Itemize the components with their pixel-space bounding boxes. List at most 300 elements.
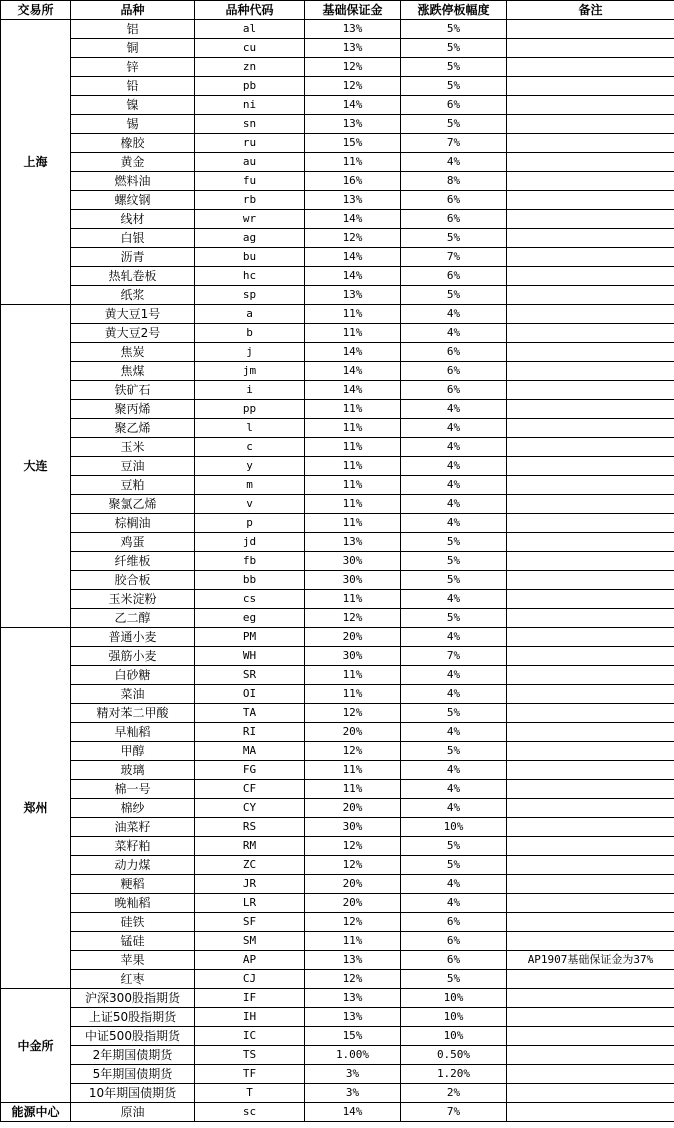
table-row	[1, 476, 674, 495]
remark-cell	[507, 609, 674, 628]
remark-cell	[507, 932, 674, 951]
margin-cell: 20%	[305, 894, 401, 913]
price-limit-cell: 5%	[401, 286, 507, 305]
code-cell: ru	[195, 134, 305, 153]
remark-cell	[507, 286, 674, 305]
margin-cell: 11%	[305, 761, 401, 780]
code-cell: PM	[195, 628, 305, 647]
product-cell: 油菜籽	[71, 818, 195, 837]
product-cell: 晚籼稻	[71, 894, 195, 913]
code-cell: WH	[195, 647, 305, 666]
code-cell: j	[195, 343, 305, 362]
table-row	[1, 286, 674, 305]
exchange-cell: 能源中心	[1, 1103, 71, 1122]
remark-cell	[507, 343, 674, 362]
product-cell: 锌	[71, 58, 195, 77]
code-cell: MA	[195, 742, 305, 761]
remark-cell	[507, 894, 674, 913]
remark-cell	[507, 723, 674, 742]
table-row	[1, 1103, 674, 1122]
remark-cell: AP1907基础保证金为37%	[507, 951, 674, 970]
code-cell: fu	[195, 172, 305, 191]
exchange-cell: 上海	[1, 20, 71, 305]
product-cell: 乙二醇	[71, 609, 195, 628]
remark-cell	[507, 210, 674, 229]
table-row	[1, 913, 674, 932]
table-row	[1, 400, 674, 419]
margin-cell: 11%	[305, 153, 401, 172]
code-cell: RM	[195, 837, 305, 856]
code-cell: SF	[195, 913, 305, 932]
code-cell: p	[195, 514, 305, 533]
margin-cell: 20%	[305, 799, 401, 818]
remark-cell	[507, 305, 674, 324]
code-cell: a	[195, 305, 305, 324]
margin-cell: 20%	[305, 875, 401, 894]
price-limit-cell: 4%	[401, 400, 507, 419]
product-cell: 红枣	[71, 970, 195, 989]
remark-cell	[507, 20, 674, 39]
code-cell: cu	[195, 39, 305, 58]
margin-cell: 11%	[305, 476, 401, 495]
margin-cell: 14%	[305, 96, 401, 115]
margin-cell: 12%	[305, 970, 401, 989]
price-limit-cell: 5%	[401, 533, 507, 552]
product-cell: 沥青	[71, 248, 195, 267]
margin-cell: 30%	[305, 818, 401, 837]
product-cell: 菜油	[71, 685, 195, 704]
code-cell: T	[195, 1084, 305, 1103]
price-limit-cell: 0.50%	[401, 1046, 507, 1065]
margin-cell: 13%	[305, 191, 401, 210]
code-cell: SR	[195, 666, 305, 685]
code-cell: zn	[195, 58, 305, 77]
code-cell: i	[195, 381, 305, 400]
product-cell: 白砂糖	[71, 666, 195, 685]
code-cell: l	[195, 419, 305, 438]
price-limit-cell: 6%	[401, 932, 507, 951]
price-limit-cell: 5%	[401, 742, 507, 761]
price-limit-cell: 7%	[401, 1103, 507, 1122]
margin-cell: 11%	[305, 514, 401, 533]
table-row	[1, 1008, 674, 1027]
code-cell: RI	[195, 723, 305, 742]
margin-cell: 13%	[305, 286, 401, 305]
code-cell: cs	[195, 590, 305, 609]
table-row	[1, 666, 674, 685]
product-cell: 精对苯二甲酸	[71, 704, 195, 723]
margin-cell: 12%	[305, 609, 401, 628]
remark-cell	[507, 476, 674, 495]
code-cell: bb	[195, 571, 305, 590]
remark-cell	[507, 989, 674, 1008]
product-cell: 沪深300股指期货	[71, 989, 195, 1008]
margin-cell: 11%	[305, 305, 401, 324]
table-row	[1, 818, 674, 837]
product-cell: 胶合板	[71, 571, 195, 590]
code-cell: au	[195, 153, 305, 172]
price-limit-cell: 4%	[401, 780, 507, 799]
table-row	[1, 210, 674, 229]
code-cell: pb	[195, 77, 305, 96]
table-row	[1, 1065, 674, 1084]
remark-cell	[507, 970, 674, 989]
code-cell: hc	[195, 267, 305, 286]
margin-cell: 14%	[305, 381, 401, 400]
table-row	[1, 495, 674, 514]
table-row	[1, 343, 674, 362]
price-limit-cell: 6%	[401, 210, 507, 229]
price-limit-cell: 5%	[401, 837, 507, 856]
product-cell: 棕榈油	[71, 514, 195, 533]
price-limit-cell: 10%	[401, 1027, 507, 1046]
margin-cell: 13%	[305, 115, 401, 134]
exchange-cell: 大连	[1, 305, 71, 628]
margin-cell: 12%	[305, 856, 401, 875]
remark-cell	[507, 77, 674, 96]
code-cell: jm	[195, 362, 305, 381]
product-cell: 铜	[71, 39, 195, 58]
product-cell: 上证50股指期货	[71, 1008, 195, 1027]
table-row	[1, 438, 674, 457]
code-cell: IC	[195, 1027, 305, 1046]
table-row	[1, 533, 674, 552]
product-cell: 螺纹钢	[71, 191, 195, 210]
table-row	[1, 647, 674, 666]
remark-cell	[507, 134, 674, 153]
product-cell: 热轧卷板	[71, 267, 195, 286]
code-cell: TS	[195, 1046, 305, 1065]
remark-cell	[507, 704, 674, 723]
margin-cell: 13%	[305, 39, 401, 58]
table-row	[1, 115, 674, 134]
remark-cell	[507, 96, 674, 115]
margin-cell: 13%	[305, 533, 401, 552]
table-row	[1, 1027, 674, 1046]
margin-cell: 12%	[305, 742, 401, 761]
table-row	[1, 267, 674, 286]
code-cell: TA	[195, 704, 305, 723]
price-limit-cell: 4%	[401, 628, 507, 647]
margin-cell: 20%	[305, 628, 401, 647]
code-cell: OI	[195, 685, 305, 704]
code-cell: v	[195, 495, 305, 514]
remark-cell	[507, 324, 674, 343]
remark-cell	[507, 590, 674, 609]
table-row	[1, 58, 674, 77]
price-limit-cell: 4%	[401, 761, 507, 780]
table-row	[1, 514, 674, 533]
remark-cell	[507, 1103, 674, 1122]
code-cell: CF	[195, 780, 305, 799]
product-cell: 白银	[71, 229, 195, 248]
price-limit-cell: 5%	[401, 609, 507, 628]
product-cell: 黄大豆2号	[71, 324, 195, 343]
remark-cell	[507, 628, 674, 647]
margin-cell: 11%	[305, 495, 401, 514]
code-cell: TF	[195, 1065, 305, 1084]
table-row	[1, 248, 674, 267]
margin-cell: 12%	[305, 837, 401, 856]
product-cell: 锰硅	[71, 932, 195, 951]
price-limit-cell: 4%	[401, 590, 507, 609]
product-cell: 中证500股指期货	[71, 1027, 195, 1046]
table-row	[1, 96, 674, 115]
table-row	[1, 628, 674, 647]
table-row	[1, 153, 674, 172]
product-cell: 镍	[71, 96, 195, 115]
product-cell: 橡胶	[71, 134, 195, 153]
table-row	[1, 552, 674, 571]
product-cell: 动力煤	[71, 856, 195, 875]
price-limit-cell: 4%	[401, 476, 507, 495]
margin-cell: 11%	[305, 438, 401, 457]
table-row	[1, 324, 674, 343]
code-cell: wr	[195, 210, 305, 229]
remark-cell	[507, 58, 674, 77]
code-cell: ag	[195, 229, 305, 248]
margin-cell: 12%	[305, 229, 401, 248]
price-limit-cell: 4%	[401, 324, 507, 343]
price-limit-cell: 4%	[401, 685, 507, 704]
remark-cell	[507, 818, 674, 837]
product-cell: 线材	[71, 210, 195, 229]
code-cell: sc	[195, 1103, 305, 1122]
table-body	[1, 20, 674, 1122]
product-cell: 豆粕	[71, 476, 195, 495]
product-cell: 燃料油	[71, 172, 195, 191]
product-cell: 2年期国债期货	[71, 1046, 195, 1065]
price-limit-cell: 5%	[401, 39, 507, 58]
margin-cell: 14%	[305, 1103, 401, 1122]
code-cell: fb	[195, 552, 305, 571]
code-cell: IF	[195, 989, 305, 1008]
table-row	[1, 305, 674, 324]
margin-cell: 11%	[305, 666, 401, 685]
code-cell: m	[195, 476, 305, 495]
code-cell: SM	[195, 932, 305, 951]
code-cell: rb	[195, 191, 305, 210]
product-cell: 聚乙烯	[71, 419, 195, 438]
code-cell: y	[195, 457, 305, 476]
margin-cell: 30%	[305, 647, 401, 666]
code-cell: IH	[195, 1008, 305, 1027]
product-cell: 聚丙烯	[71, 400, 195, 419]
margin-cell: 12%	[305, 77, 401, 96]
margin-cell: 14%	[305, 343, 401, 362]
product-cell: 玉米	[71, 438, 195, 457]
price-limit-cell: 6%	[401, 96, 507, 115]
product-cell: 焦煤	[71, 362, 195, 381]
header-remark: 备注	[507, 1, 674, 20]
margin-cell: 20%	[305, 723, 401, 742]
remark-cell	[507, 115, 674, 134]
table-row	[1, 799, 674, 818]
product-cell: 早籼稻	[71, 723, 195, 742]
margin-cell: 11%	[305, 685, 401, 704]
price-limit-cell: 6%	[401, 343, 507, 362]
margin-cell: 30%	[305, 571, 401, 590]
remark-cell	[507, 39, 674, 58]
table-row	[1, 134, 674, 153]
margin-cell: 11%	[305, 457, 401, 476]
remark-cell	[507, 780, 674, 799]
price-limit-cell: 5%	[401, 20, 507, 39]
price-limit-cell: 4%	[401, 514, 507, 533]
product-cell: 锡	[71, 115, 195, 134]
price-limit-cell: 7%	[401, 647, 507, 666]
exchange-cell: 中金所	[1, 989, 71, 1103]
table-row	[1, 20, 674, 39]
remark-cell	[507, 571, 674, 590]
price-limit-cell: 5%	[401, 115, 507, 134]
product-cell: 黄大豆1号	[71, 305, 195, 324]
margin-cell: 14%	[305, 267, 401, 286]
remark-cell	[507, 172, 674, 191]
table-row	[1, 457, 674, 476]
remark-cell	[507, 685, 674, 704]
code-cell: CJ	[195, 970, 305, 989]
table-row	[1, 419, 674, 438]
table-row	[1, 362, 674, 381]
code-cell: AP	[195, 951, 305, 970]
table-row	[1, 704, 674, 723]
remark-cell	[507, 1084, 674, 1103]
code-cell: pp	[195, 400, 305, 419]
product-cell: 强筋小麦	[71, 647, 195, 666]
margin-cell: 13%	[305, 20, 401, 39]
price-limit-cell: 7%	[401, 134, 507, 153]
remark-cell	[507, 381, 674, 400]
table-row	[1, 856, 674, 875]
code-cell: sn	[195, 115, 305, 134]
product-cell: 棉纱	[71, 799, 195, 818]
header-price-limit: 涨跌停板幅度	[401, 1, 507, 20]
product-cell: 鸡蛋	[71, 533, 195, 552]
price-limit-cell: 4%	[401, 666, 507, 685]
margin-cell: 1.00%	[305, 1046, 401, 1065]
table-row	[1, 970, 674, 989]
margin-cell: 12%	[305, 704, 401, 723]
product-cell: 玻璃	[71, 761, 195, 780]
remark-cell	[507, 761, 674, 780]
table-row	[1, 1046, 674, 1065]
price-limit-cell: 6%	[401, 951, 507, 970]
table-row	[1, 932, 674, 951]
table-row	[1, 609, 674, 628]
table-row	[1, 685, 674, 704]
price-limit-cell: 5%	[401, 77, 507, 96]
remark-cell	[507, 552, 674, 571]
price-limit-cell: 7%	[401, 248, 507, 267]
price-limit-cell: 6%	[401, 191, 507, 210]
code-cell: ZC	[195, 856, 305, 875]
remark-cell	[507, 875, 674, 894]
remark-cell	[507, 913, 674, 932]
margin-cell: 15%	[305, 1027, 401, 1046]
product-cell: 铅	[71, 77, 195, 96]
margin-cell: 16%	[305, 172, 401, 191]
code-cell: c	[195, 438, 305, 457]
product-cell: 铝	[71, 20, 195, 39]
table-row	[1, 780, 674, 799]
code-cell: al	[195, 20, 305, 39]
product-cell: 10年期国债期货	[71, 1084, 195, 1103]
margin-cell: 13%	[305, 989, 401, 1008]
remark-cell	[507, 647, 674, 666]
header-margin: 基础保证金	[305, 1, 401, 20]
price-limit-cell: 4%	[401, 305, 507, 324]
margin-cell: 11%	[305, 419, 401, 438]
remark-cell	[507, 362, 674, 381]
remark-cell	[507, 837, 674, 856]
table-row	[1, 381, 674, 400]
margin-cell: 11%	[305, 400, 401, 419]
code-cell: sp	[195, 286, 305, 305]
remark-cell	[507, 533, 674, 552]
table-row	[1, 742, 674, 761]
product-cell: 黄金	[71, 153, 195, 172]
margin-cell: 13%	[305, 951, 401, 970]
product-cell: 玉米淀粉	[71, 590, 195, 609]
table-row	[1, 172, 674, 191]
price-limit-cell: 4%	[401, 438, 507, 457]
margin-cell: 11%	[305, 932, 401, 951]
price-limit-cell: 4%	[401, 153, 507, 172]
margin-cell: 11%	[305, 590, 401, 609]
remark-cell	[507, 856, 674, 875]
product-cell: 粳稻	[71, 875, 195, 894]
remark-cell	[507, 229, 674, 248]
price-limit-cell: 5%	[401, 704, 507, 723]
remark-cell	[507, 191, 674, 210]
remark-cell	[507, 1046, 674, 1065]
table-row	[1, 951, 674, 970]
header-exchange: 交易所	[1, 1, 71, 20]
table-row	[1, 77, 674, 96]
code-cell: bu	[195, 248, 305, 267]
margin-cell: 14%	[305, 362, 401, 381]
code-cell: JR	[195, 875, 305, 894]
product-cell: 菜籽粕	[71, 837, 195, 856]
price-limit-cell: 10%	[401, 818, 507, 837]
price-limit-cell: 5%	[401, 970, 507, 989]
code-cell: FG	[195, 761, 305, 780]
price-limit-cell: 6%	[401, 362, 507, 381]
price-limit-cell: 5%	[401, 552, 507, 571]
code-cell: ni	[195, 96, 305, 115]
price-limit-cell: 5%	[401, 571, 507, 590]
table-row	[1, 590, 674, 609]
table-row	[1, 39, 674, 58]
remark-cell	[507, 495, 674, 514]
margin-cell: 3%	[305, 1065, 401, 1084]
price-limit-cell: 5%	[401, 229, 507, 248]
table-row	[1, 837, 674, 856]
product-cell: 5年期国债期货	[71, 1065, 195, 1084]
product-cell: 焦炭	[71, 343, 195, 362]
price-limit-cell: 1.20%	[401, 1065, 507, 1084]
table-row	[1, 191, 674, 210]
price-limit-cell: 5%	[401, 58, 507, 77]
table-row	[1, 1084, 674, 1103]
price-limit-cell: 4%	[401, 894, 507, 913]
table-row	[1, 894, 674, 913]
remark-cell	[507, 514, 674, 533]
header-product: 品种	[71, 1, 195, 20]
price-limit-cell: 4%	[401, 419, 507, 438]
margin-cell: 14%	[305, 248, 401, 267]
